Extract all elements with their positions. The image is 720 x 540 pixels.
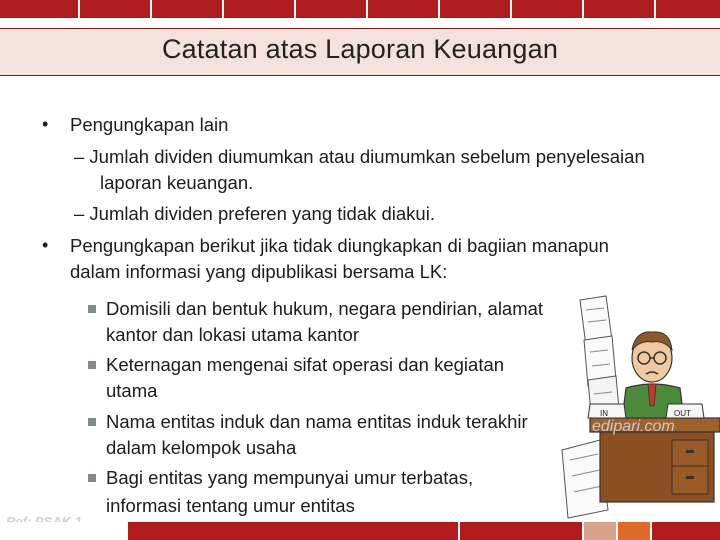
watermark-text: edipari.com: [592, 418, 675, 435]
stripe-segment: [460, 522, 584, 540]
bottom-color-stripe: [0, 522, 720, 540]
square-bullet-icon: [88, 474, 96, 482]
in-tray-icon: [588, 404, 626, 418]
stripe-segment: [618, 522, 652, 540]
square-bullet-icon: [88, 361, 96, 369]
subitem-text: – Jumlah dividen preferen yang tidak diakui.: [74, 203, 435, 224]
in-label: IN: [600, 409, 608, 418]
square-item-text: dalam kelompok usaha: [106, 437, 297, 458]
slide-title: Catatan atas Laporan Keuangan: [161, 34, 559, 64]
bullet-text: Pengungkapan lain: [70, 114, 229, 135]
subitem-text: laporan keuangan.: [100, 172, 254, 193]
bullet-text: dalam informasi yang dipublikasi bersama LK:: [70, 261, 448, 282]
stripe-segment: [584, 522, 618, 540]
stressed-office-worker-clipart: [560, 280, 720, 520]
square-item-text: Keternagan mengenai sifat operasi dan kegiatan: [106, 354, 505, 375]
stripe-segment: [0, 522, 128, 540]
square-item-text: utama: [106, 380, 158, 401]
square-item-text: informasi tentang umur entitas: [106, 495, 355, 516]
out-tray-icon: [666, 404, 704, 418]
square-item-text: Nama entitas induk dan nama entitas induk terakhir: [106, 411, 528, 432]
bullet-dot: •: [42, 114, 49, 134]
bullet-dot: •: [42, 235, 49, 255]
subitem-text: – Jumlah dividen diumumkan atau diumumkan sebelum penyelesaian: [74, 146, 645, 167]
square-bullet-icon: [88, 305, 96, 313]
stripe-segment: [652, 522, 720, 540]
square-item-text: kantor dan lokasi utama kantor: [106, 324, 359, 345]
bullet-text: Pengungkapan berikut jika tidak diungkapkan di bagiian manapun: [70, 235, 609, 256]
square-item-text: Domisili dan bentuk hukum, negara pendirian, alamat: [106, 298, 544, 319]
out-label: OUT: [674, 409, 691, 418]
square-item-text: Bagi entitas yang mempunyai umur terbatas,: [106, 467, 474, 488]
stripe-segment: [128, 522, 460, 540]
square-bullet-icon: [88, 418, 96, 426]
